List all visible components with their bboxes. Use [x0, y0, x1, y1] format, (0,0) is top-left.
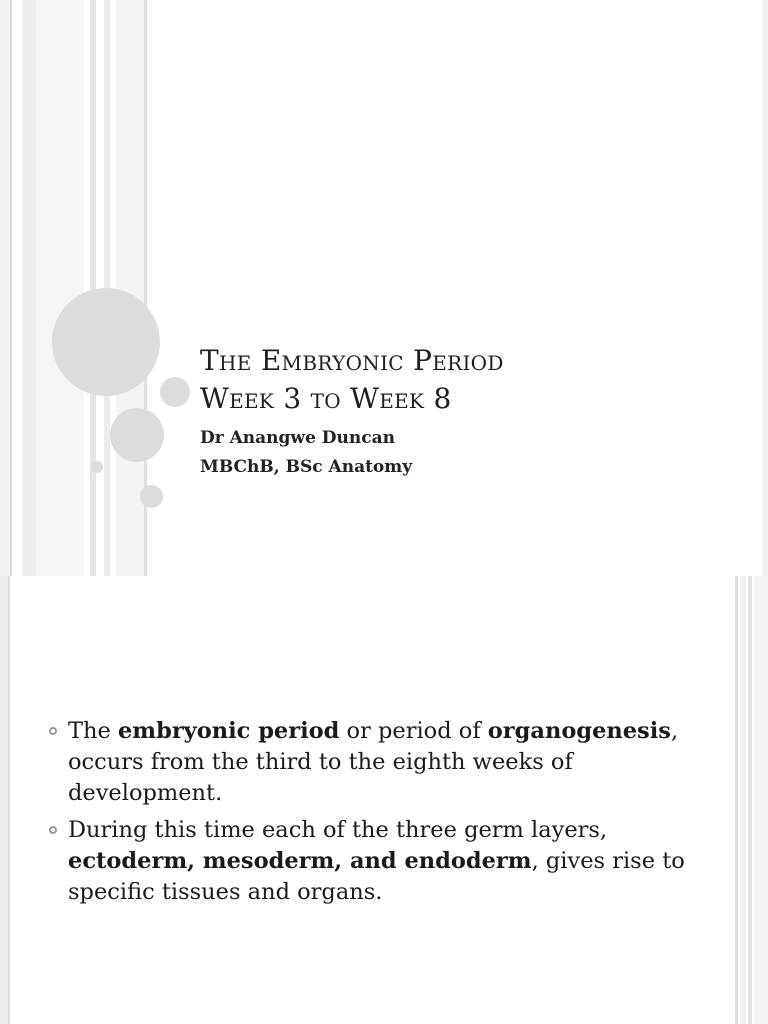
- decor-stripe: [22, 0, 36, 576]
- decor-stripe: [762, 0, 768, 576]
- decor-stripe: [740, 576, 746, 1024]
- bullet-text: The: [68, 718, 118, 744]
- list-item: [46, 815, 686, 908]
- list-item: [46, 716, 686, 809]
- decor-circle-small: [160, 377, 190, 407]
- decor-circle-medium: [110, 408, 164, 462]
- title-line-2: Week 3 to Week 8: [200, 382, 452, 415]
- slide-title: [200, 342, 740, 418]
- slide-subtitle: [200, 424, 740, 482]
- decor-stripe: [36, 0, 84, 576]
- bullet-bold-term: embryonic period: [117, 718, 340, 744]
- bullet-text: , gives rise to specific tissues and organs.: [68, 848, 685, 905]
- decor-stripe: [748, 576, 752, 1024]
- bullet-text: , occurs from the third to the eighth weeks of development.: [68, 718, 679, 806]
- decor-circle-tiny: [91, 461, 103, 473]
- bullet-bold-term: organogenesis: [487, 718, 671, 744]
- decor-circle-large: [52, 288, 160, 396]
- hollow-circle-bullet-icon: [49, 826, 57, 834]
- decor-stripe: [735, 576, 738, 1024]
- decor-stripe: [8, 576, 10, 1024]
- hollow-circle-bullet-icon: [49, 727, 57, 735]
- author-name: Dr Anangwe Duncan: [200, 428, 395, 448]
- decor-stripe: [0, 576, 8, 1024]
- decor-stripe: [10, 0, 12, 576]
- title-line-1: The Embryonic Period: [200, 344, 504, 377]
- decor-stripe: [754, 576, 768, 1024]
- bullet-text: or period of: [339, 718, 488, 744]
- content-slide: [0, 576, 768, 1024]
- decor-circle-small: [140, 485, 163, 508]
- decor-stripe: [116, 0, 144, 576]
- decor-stripe: [0, 0, 10, 576]
- bullet-bold-term: ectoderm, mesoderm, and endoderm: [68, 848, 532, 874]
- bullet-list: [46, 716, 686, 914]
- bullet-text: During this time each of the three germ layers,: [68, 817, 608, 843]
- author-credentials: MBChB, BSc Anatomy: [200, 457, 413, 477]
